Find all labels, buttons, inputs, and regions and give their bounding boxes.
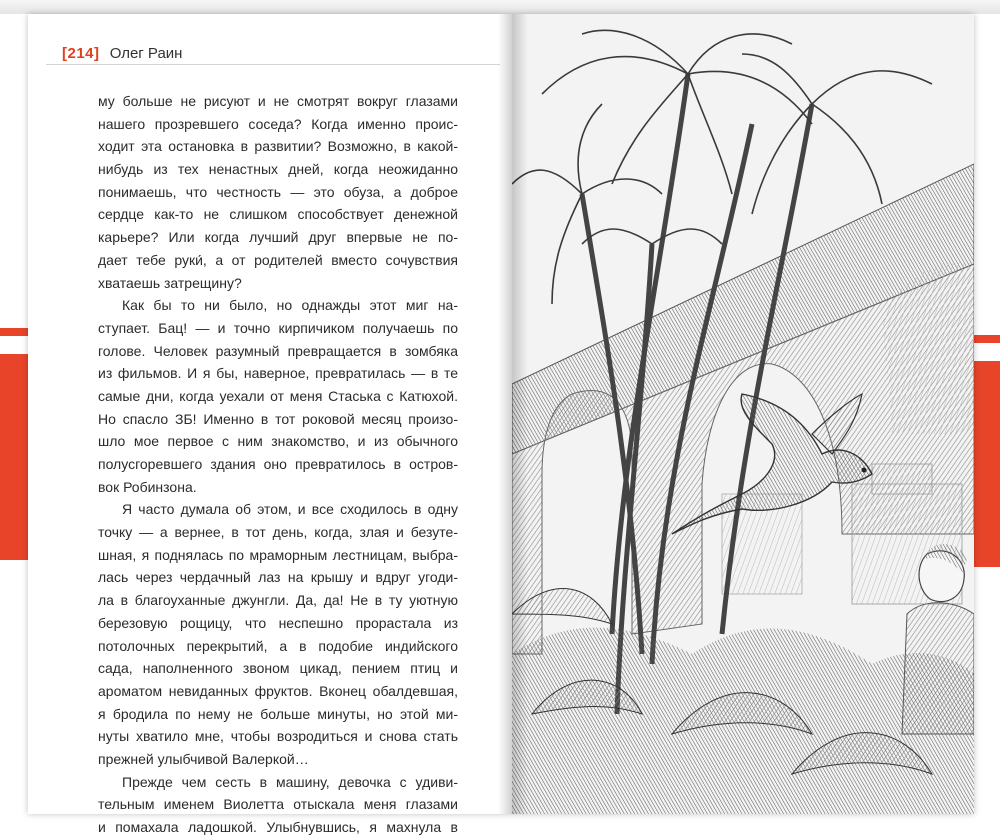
text-line: и помахала ладошкой. Улыбнувшись, я махнула в bbox=[98, 819, 458, 835]
text-line: хватаешь затрещину? bbox=[98, 274, 242, 291]
text-line: ла в благоуханные джунгли. Да, да! Не в ту уютную bbox=[98, 592, 458, 609]
text-line: Как бы то ни было, но однажды этот миг на- bbox=[122, 297, 458, 314]
text-line: Прежде чем сесть в машину, девочка с удиви- bbox=[122, 773, 458, 790]
jungle-illustration bbox=[512, 14, 974, 814]
text-line: нашего прозревшего соседа? Когда именно проис- bbox=[98, 115, 458, 132]
author-name: Олег Раин bbox=[109, 45, 183, 62]
page-number: [214] bbox=[62, 45, 100, 62]
text-line: ступает. Бац! — и точно кирпичиком получаешь по bbox=[98, 319, 458, 336]
text-line: лась через чердачный лаз на крышу и вдруг угоди- bbox=[98, 569, 458, 586]
text-line: сада, наполненного звоном цикад, пением птиц и bbox=[98, 660, 458, 677]
text-line: сердце как-то не слишком способствует денежной bbox=[98, 206, 458, 223]
text-line: шло мое первое с ним знакомство, и из обычного bbox=[98, 433, 458, 450]
running-head bbox=[62, 45, 182, 62]
text-line: самые дни, когда уехали от меня Стаська с Катюхой. bbox=[98, 387, 458, 404]
text-line: полусгоревшего здания оно превратилось в остров- bbox=[98, 456, 458, 472]
text-line: березовую рощицу, что неспешно прорастала из bbox=[98, 614, 458, 631]
text-line: вок Робинзона. bbox=[98, 478, 197, 495]
left-spine-edge bbox=[0, 328, 28, 562]
left-page bbox=[28, 14, 512, 835]
text-line: голове. Человек разумный превращается в зомбяка bbox=[98, 342, 458, 359]
text-line: нуты хватило мне, чтобы возродиться и снова стать bbox=[98, 728, 458, 745]
text-line: му больше не рисуют и не смотрят вокруг глазами bbox=[98, 93, 458, 109]
text-line: понимаешь, что честность — это обуза, а доброе bbox=[98, 183, 458, 200]
text-line: прежней улыбчивой Валеркой… bbox=[98, 750, 309, 767]
text-line: точку — а вернее, в тот день, когда, злая и безуте- bbox=[98, 524, 458, 541]
text-line: потолочных перекрытий, а в подобие индийского bbox=[98, 637, 458, 654]
text-line: дает тебе руки́, а от родителей вместо сочувствия bbox=[98, 251, 458, 268]
text-line: Но спасло ЗБ! Именно в тот роковой месяц произо- bbox=[98, 410, 458, 427]
text-line: я бродила по нему не больше минуты, но этой ми- bbox=[98, 705, 458, 722]
top-edge bbox=[0, 0, 1000, 14]
text-line: Я часто думала об этом, и все сходилось в одну bbox=[122, 501, 458, 518]
open-book bbox=[28, 14, 974, 835]
text-line: карьере? Или когда лучший друг впервые не по- bbox=[98, 229, 458, 246]
text-line: из фильмов. И я бы, наверное, превратилась — в те bbox=[98, 365, 458, 382]
text-line: шная, я поднялась по мраморным лестницам, выбра- bbox=[98, 546, 458, 563]
right-spine-edge bbox=[974, 335, 1000, 569]
text-line: нибудь из тех ненастных дней, когда неожиданно bbox=[98, 161, 458, 178]
text-line: тельным именем Виолетта отыскала меня глазами bbox=[98, 796, 458, 813]
text-line: ароматом невиданных фруктов. Вконец обалдевшая, bbox=[98, 682, 458, 699]
header-rule bbox=[46, 64, 500, 65]
text-line: ходит эта остановка в развитии? Возможно, в какой- bbox=[98, 138, 458, 155]
right-page bbox=[512, 14, 974, 814]
body-text bbox=[98, 90, 458, 839]
